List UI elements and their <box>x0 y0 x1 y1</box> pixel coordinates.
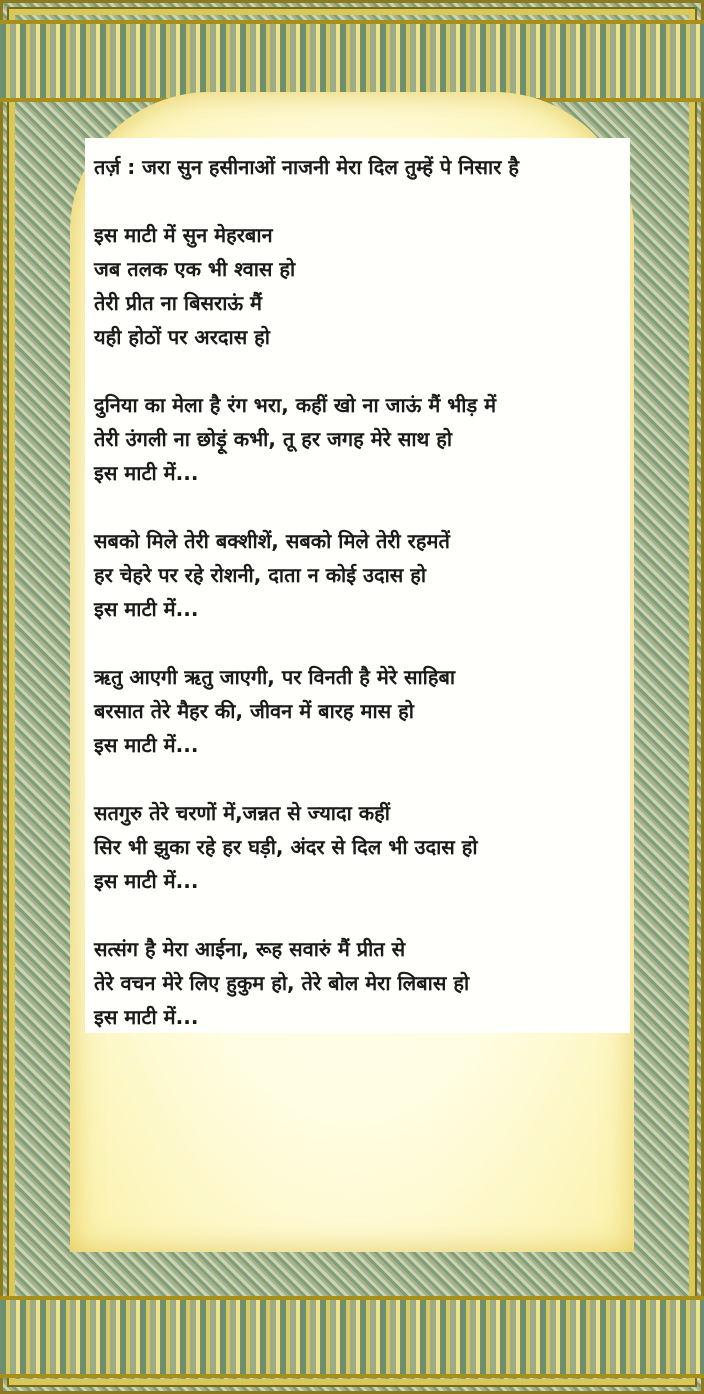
ornamental-top-border <box>0 20 704 102</box>
poem-line: यही होठों पर अरदास हो <box>94 325 270 349</box>
poem-refrain: इस माटी में... <box>94 597 199 621</box>
poem-line: जब तलक एक भी श्वास हो <box>94 257 296 281</box>
poem-refrain: इस माटी में... <box>94 733 199 757</box>
poem-line: तेरी प्रीत ना बिसराऊं मैं <box>94 291 262 315</box>
poem-line: सिर भी झुका रहे हर घड़ी, अंदर से दिल भी उदास हो <box>94 835 478 859</box>
stanza-gap <box>94 898 639 932</box>
poem-line: ऋतु आएगी ऋतु जाएगी, पर विनती है मेरे साहिबा <box>94 665 456 689</box>
poem-refrain: इस माटी में... <box>94 461 199 485</box>
stanza-gap <box>94 762 639 796</box>
stanza-gap <box>94 626 639 660</box>
poem-line: सबको मिले तेरी बक्शीशें, सबको मिले तेरी रहमतें <box>94 529 450 553</box>
poem-line: तेरे वचन मेरे लिए हुकुम हो, तेरे बोल मेरा लिबास हो <box>94 971 470 995</box>
poem <box>94 150 639 1034</box>
poem-line: दुनिया का मेला है रंग भरा, कहीं खो ना जाऊं मैं भीड़ में <box>94 393 497 417</box>
stanza-gap <box>94 184 639 218</box>
poem-line: सत्संग है मेरा आईना, रूह सवारुं मैं प्रीत से <box>94 937 406 961</box>
poem-refrain: इस माटी में... <box>94 1005 199 1029</box>
stanza-gap <box>94 354 639 388</box>
stanza-gap <box>94 490 639 524</box>
poem-line: बरसात तेरे मैहर की, जीवन में बारह मास हो <box>94 699 414 723</box>
ornamental-bottom-border <box>0 1296 704 1378</box>
poem-refrain: इस माटी में... <box>94 869 199 893</box>
poem-line: तेरी उंगली ना छोड़ूं कभी, तू हर जगह मेरे साथ हो <box>94 427 453 451</box>
poem-title: तर्ज़ : जरा सुन हसीनाओं नाजनी मेरा दिल तुम्हें पे निसार है <box>94 155 519 179</box>
poem-line: इस माटी में सुन मेहरबान <box>94 223 273 247</box>
poem-line: हर चेहरे पर रहे रोशनी, दाता न कोई उदास हो <box>94 563 427 587</box>
poem-line: सतगुरु तेरे चरणों में,जन्नत से ज्यादा कहीं <box>94 801 390 825</box>
